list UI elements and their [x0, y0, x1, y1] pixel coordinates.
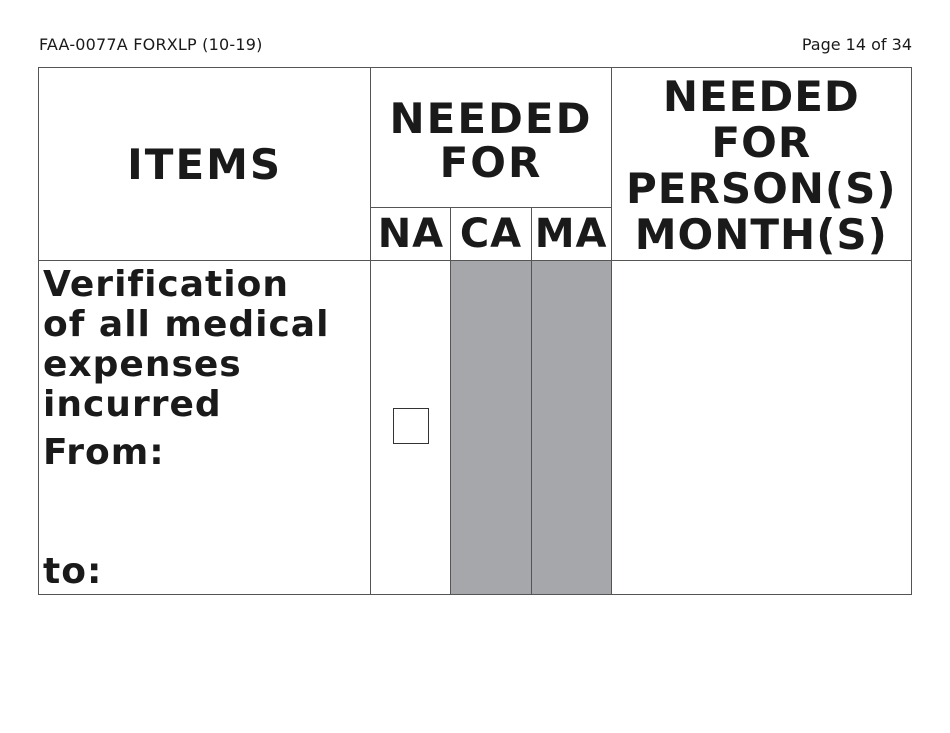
item-line: incurred [43, 384, 222, 426]
ma-shaded-cell [531, 261, 611, 595]
item-description [39, 261, 370, 425]
item-cell [39, 261, 371, 595]
na-cell [371, 261, 451, 595]
items-header: ITEMS [39, 68, 371, 261]
person-header-line3: PERSON(S) [626, 164, 897, 214]
to-label: to: [43, 551, 103, 592]
item-line: expenses [43, 344, 242, 386]
person-header-line2: FOR [711, 118, 812, 168]
needed-for-header-line1: NEEDED [389, 93, 593, 143]
person-months-header [611, 68, 911, 261]
needed-for-header [371, 68, 611, 208]
program-header-na: NA [371, 208, 451, 261]
person-header-line4: MONTH(S) [634, 210, 888, 260]
needed-for-header-line2: FOR [439, 137, 543, 187]
page-number: Page 14 of 34 [801, 35, 912, 54]
form-id: FAA-0077A FORXLP (10-19) [39, 35, 263, 54]
person-months-field[interactable] [611, 261, 911, 595]
table-row [39, 261, 912, 595]
from-label: From: [43, 432, 165, 474]
item-line: of all medical [43, 304, 330, 346]
program-header-ma: MA [531, 208, 611, 261]
verification-table [38, 67, 912, 595]
person-header-line1: NEEDED [662, 72, 860, 122]
header-row-top [39, 68, 912, 208]
ca-shaded-cell [451, 261, 531, 595]
item-line: Verification [43, 264, 289, 306]
na-checkbox[interactable] [393, 408, 429, 444]
program-header-ca: CA [451, 208, 531, 261]
